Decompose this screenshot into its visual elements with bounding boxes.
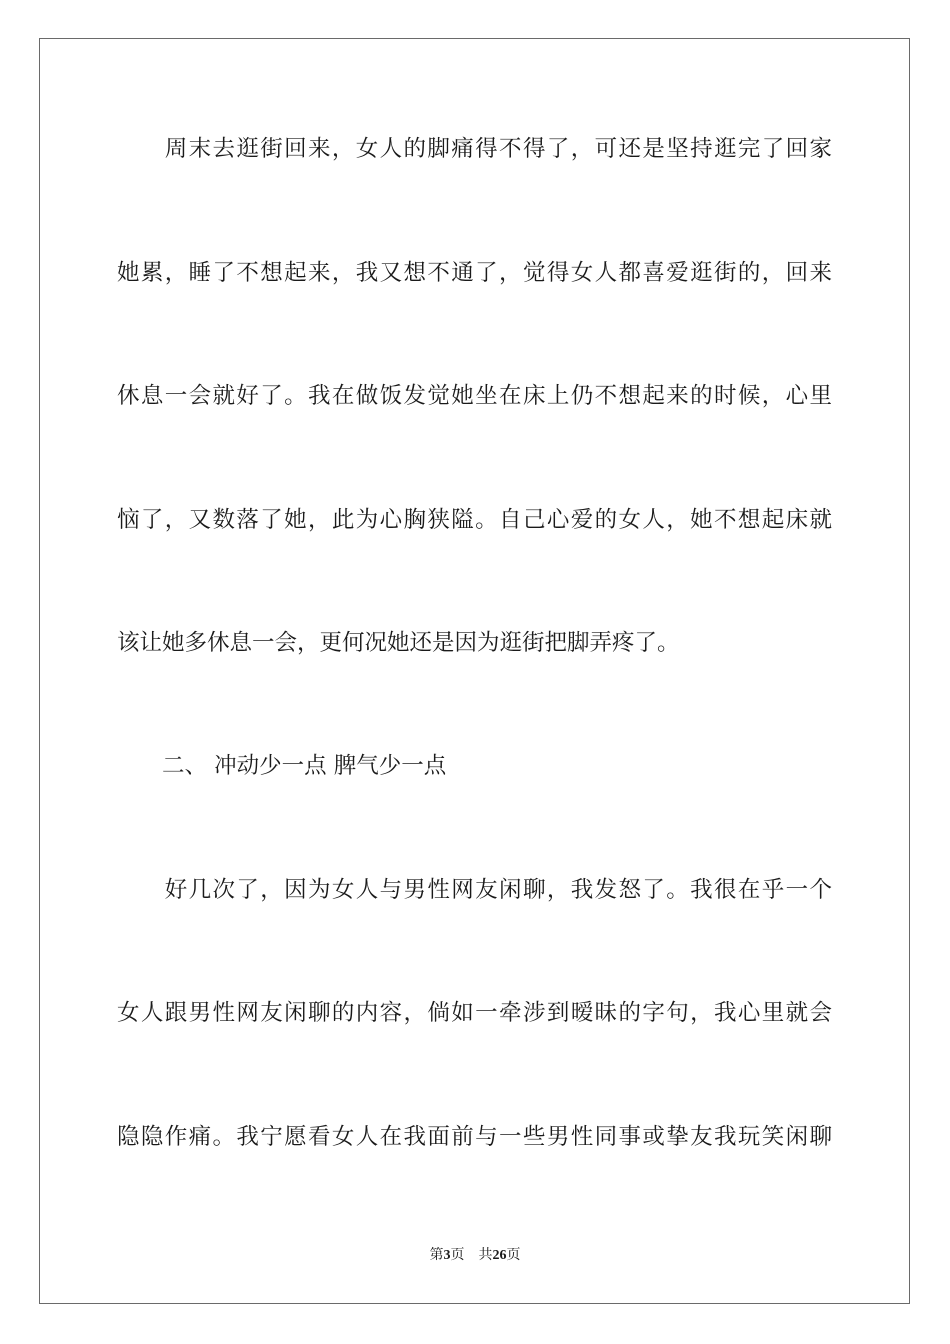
paragraph-line-8: 隐隐作痛。我宁愿看女人在我面前与一些男性同事或挚友我玩笑闲聊: [117, 1124, 832, 1150]
footer-prefix: 第: [429, 1248, 444, 1263]
current-page-number: 3: [443, 1248, 451, 1263]
paragraph-line-3: 休息一会就好了。我在做饭发觉她坐在床上仍不想起来的时候，心里: [117, 383, 832, 409]
paragraph-line-6: 好几次了，因为女人与男性网友闲聊，我发怒了。我很在乎一个: [117, 877, 832, 903]
page-border: [39, 38, 910, 1304]
footer-middle: 页 共: [450, 1248, 493, 1263]
footer-suffix: 页: [506, 1248, 521, 1263]
page-footer: [0, 1247, 950, 1265]
paragraph-line-1: 周末去逛街回来，女人的脚痛得不得了，可还是坚持逛完了回家: [117, 136, 832, 162]
section-heading: 二、 冲动少一点 脾气少一点: [117, 753, 447, 779]
total-page-number: 26: [492, 1248, 507, 1263]
paragraph-line-7: 女人跟男性网友闲聊的内容，倘如一牵涉到暧昧的字句，我心里就会: [117, 1000, 832, 1026]
paragraph-line-4: 恼了，又数落了她，此为心胸狭隘。自己心爱的女人，她不想起床就: [117, 507, 832, 533]
paragraph-line-2: 她累，睡了不想起来，我又想不通了，觉得女人都喜爱逛街的，回来: [117, 260, 832, 286]
paragraph-line-5: 该让她多休息一会，更何况她还是因为逛街把脚弄疼了。: [117, 630, 680, 656]
